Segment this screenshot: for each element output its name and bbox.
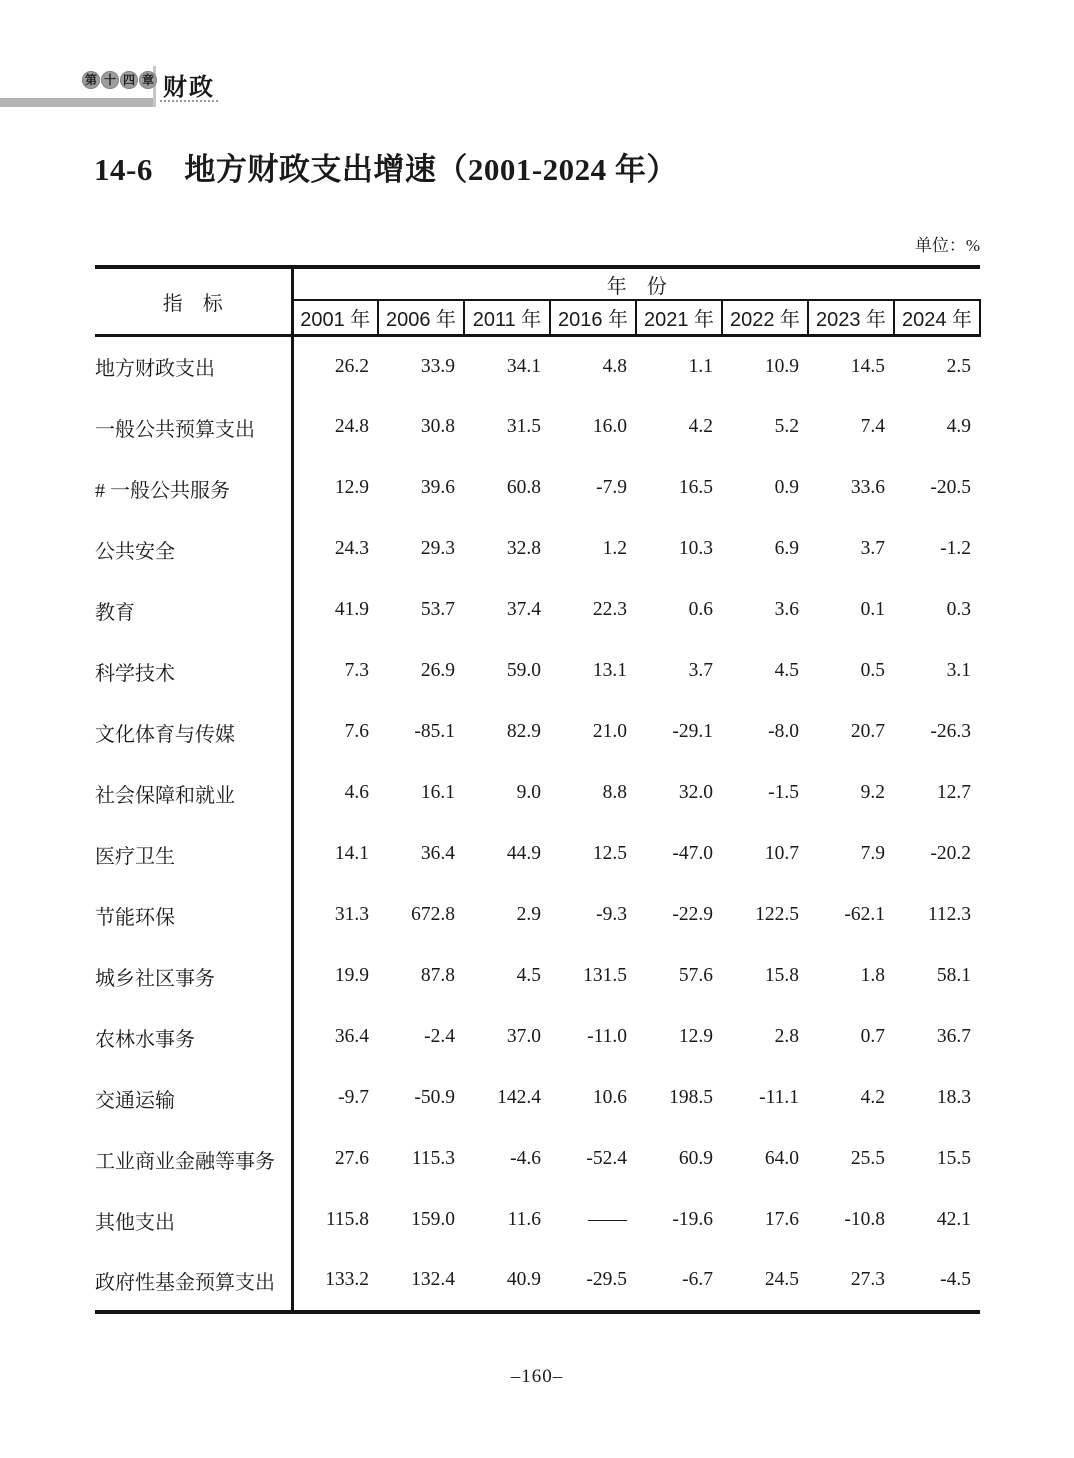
value-cell: 12.5 — [592, 843, 627, 864]
value-cell: 4.8 — [602, 355, 627, 377]
value-cell: 115.8 — [325, 1209, 369, 1230]
value-cell: -11.1 — [759, 1087, 799, 1108]
value-cell: 31.5 — [506, 416, 541, 437]
value-cell: 32.8 — [506, 538, 541, 559]
value-cell: -9.3 — [596, 904, 627, 925]
value-cell: 19.9 — [334, 965, 369, 986]
year-column-header: 2024 年 — [894, 300, 980, 336]
value-cell: -26.3 — [930, 721, 971, 742]
value-cell: -4.5 — [940, 1269, 971, 1290]
value-cell: 53.7 — [420, 599, 455, 620]
value-cell: 32.0 — [678, 782, 713, 803]
value-cell: 33.9 — [420, 355, 455, 377]
value-cell: 2.8 — [774, 1026, 799, 1047]
value-cell: -11.0 — [587, 1026, 627, 1047]
value-cell: 10.9 — [764, 355, 799, 377]
value-cell: 122.5 — [755, 904, 799, 925]
value-cell: 87.8 — [420, 965, 455, 986]
value-cell: -8.0 — [768, 721, 799, 742]
value-cell: -85.1 — [414, 721, 455, 742]
value-cell: 0.5 — [860, 660, 885, 681]
row-label: 医疗卫生 — [95, 824, 292, 885]
value-cell: 22.3 — [592, 599, 627, 620]
statistics-table — [95, 265, 981, 1314]
value-cell: 9.2 — [860, 782, 885, 803]
value-cell: 20.7 — [850, 721, 885, 742]
value-cell: 2.5 — [946, 355, 971, 377]
value-cell: 1.1 — [688, 355, 713, 377]
value-cell: -9.7 — [338, 1087, 369, 1108]
table-row — [95, 1129, 980, 1190]
row-label: 地方财政支出 — [95, 336, 292, 397]
value-cell: 41.9 — [334, 599, 369, 620]
chapter-header-bar — [0, 98, 153, 107]
value-cell: 11.6 — [507, 1209, 541, 1230]
value-cell: 0.7 — [860, 1026, 885, 1047]
value-cell: -6.7 — [682, 1269, 713, 1290]
value-cell: 4.2 — [688, 416, 713, 437]
header-row-group — [95, 267, 980, 300]
value-cell: -4.6 — [510, 1148, 541, 1169]
value-cell: 2.9 — [516, 904, 541, 925]
value-cell: 27.6 — [334, 1148, 369, 1169]
value-cell: 132.4 — [411, 1269, 455, 1290]
value-cell: 82.9 — [506, 721, 541, 742]
year-column-header: 2001 年 — [292, 300, 378, 336]
value-cell: 0.9 — [774, 477, 799, 498]
year-column-header: 2022 年 — [722, 300, 808, 336]
value-cell: —— — [588, 1209, 627, 1230]
row-label: 工业商业金融等事务 — [95, 1129, 292, 1190]
table-row — [95, 1068, 980, 1129]
value-cell: 18.3 — [936, 1087, 971, 1108]
value-cell: 16.0 — [592, 416, 627, 437]
year-column-header: 2016 年 — [550, 300, 636, 336]
value-cell: 34.1 — [506, 355, 541, 377]
row-label: 其他支出 — [95, 1190, 292, 1251]
value-cell: 12.9 — [334, 477, 369, 498]
value-cell: 8.8 — [602, 782, 627, 803]
table-row — [95, 763, 980, 824]
row-label: 社会保障和就业 — [95, 763, 292, 824]
value-cell: 15.8 — [764, 965, 799, 986]
value-cell: 4.5 — [516, 965, 541, 986]
value-cell: 0.6 — [688, 599, 713, 620]
value-cell: 39.6 — [420, 477, 455, 498]
table-row — [95, 702, 980, 763]
row-label: 政府性基金预算支出 — [95, 1251, 292, 1312]
value-cell: 0.3 — [946, 599, 971, 620]
value-cell: 159.0 — [411, 1209, 455, 1230]
row-label: 交通运输 — [95, 1068, 292, 1129]
table-row — [95, 641, 980, 702]
value-cell: 24.5 — [764, 1269, 799, 1290]
table-header — [95, 267, 980, 336]
value-cell: -62.1 — [844, 904, 885, 925]
unit-label: 单位：% — [914, 236, 980, 255]
value-cell: 26.9 — [420, 660, 455, 681]
value-cell: -29.5 — [586, 1269, 627, 1290]
value-cell: 60.9 — [678, 1148, 713, 1169]
value-cell: 58.1 — [936, 965, 971, 986]
chapter-title-underline — [160, 100, 218, 102]
row-label: 公共安全 — [95, 519, 292, 580]
value-cell: -1.2 — [940, 538, 971, 559]
value-cell: 3.1 — [946, 660, 971, 681]
value-cell: 17.6 — [764, 1209, 799, 1230]
value-cell: 3.6 — [774, 599, 799, 620]
value-cell: 27.3 — [850, 1269, 885, 1290]
value-cell: 13.1 — [592, 660, 627, 681]
value-cell: 4.9 — [946, 416, 971, 437]
value-cell: 7.4 — [860, 416, 885, 437]
value-cell: 7.6 — [344, 721, 369, 742]
year-group-header: 年 份 — [292, 267, 980, 300]
table-row — [95, 397, 980, 458]
value-cell: 15.5 — [936, 1148, 971, 1169]
value-cell: 24.8 — [334, 416, 369, 437]
table-row — [95, 885, 980, 946]
value-cell: 42.1 — [936, 1209, 971, 1230]
value-cell: 3.7 — [688, 660, 713, 681]
value-cell: 10.3 — [678, 538, 713, 559]
row-label: 教育 — [95, 580, 292, 641]
value-cell: 5.2 — [774, 416, 799, 437]
chapter-badge — [82, 71, 157, 89]
row-label: 一般公共预算支出 — [95, 397, 292, 458]
value-cell: 3.7 — [860, 538, 885, 559]
value-cell: 40.9 — [506, 1269, 541, 1290]
value-cell: 16.1 — [420, 782, 455, 803]
value-cell: 10.6 — [592, 1087, 627, 1108]
value-cell: 36.4 — [334, 1026, 369, 1047]
value-cell: 36.7 — [936, 1026, 971, 1047]
value-cell: -52.4 — [586, 1148, 627, 1169]
value-cell: 112.3 — [927, 904, 971, 925]
indicator-column-header: 指 标 — [95, 267, 292, 336]
value-cell: 115.3 — [411, 1148, 455, 1169]
value-cell: 10.7 — [764, 843, 799, 864]
table-row — [95, 946, 980, 1007]
chapter-badge-char: 四 — [120, 71, 138, 89]
table-row — [95, 824, 980, 885]
table-row — [95, 1190, 980, 1251]
value-cell: 4.2 — [860, 1087, 885, 1108]
value-cell: 6.9 — [774, 538, 799, 559]
year-column-header: 2021 年 — [636, 300, 722, 336]
value-cell: 142.4 — [497, 1087, 541, 1108]
value-cell: 12.9 — [678, 1026, 713, 1047]
table-row — [95, 458, 980, 519]
table-row — [95, 1007, 980, 1068]
row-label: 节能环保 — [95, 885, 292, 946]
value-cell: 198.5 — [669, 1087, 713, 1108]
value-cell: 16.5 — [678, 477, 713, 498]
value-cell: 37.0 — [506, 1026, 541, 1047]
year-column-header: 2006 年 — [378, 300, 464, 336]
year-column-header: 2011 年 — [464, 300, 550, 336]
value-cell: 64.0 — [764, 1148, 799, 1169]
value-cell: -29.1 — [672, 721, 713, 742]
value-cell: 9.0 — [516, 782, 541, 803]
value-cell: 672.8 — [411, 904, 455, 925]
value-cell: -2.4 — [424, 1026, 455, 1047]
value-cell: -20.5 — [930, 477, 971, 498]
value-cell: 1.8 — [860, 965, 885, 986]
year-column-header: 2023 年 — [808, 300, 894, 336]
chapter-badge-char: 十 — [101, 71, 119, 89]
value-cell: 25.5 — [850, 1148, 885, 1169]
value-cell: 7.3 — [344, 660, 369, 681]
value-cell: 29.3 — [420, 538, 455, 559]
value-cell: 21.0 — [592, 721, 627, 742]
value-cell: 12.7 — [936, 782, 971, 803]
value-cell: -47.0 — [672, 843, 713, 864]
value-cell: 44.9 — [506, 843, 541, 864]
value-cell: -22.9 — [672, 904, 713, 925]
row-label: # 一般公共服务 — [95, 458, 292, 519]
value-cell: 59.0 — [506, 660, 541, 681]
chapter-title: 财政 — [163, 74, 215, 101]
value-cell: 14.5 — [850, 355, 885, 377]
value-cell: 30.8 — [420, 416, 455, 437]
value-cell: 36.4 — [420, 843, 455, 864]
value-cell: 57.6 — [678, 965, 713, 986]
value-cell: -50.9 — [414, 1087, 455, 1108]
value-cell: 0.1 — [860, 599, 885, 620]
value-cell: 133.2 — [325, 1269, 369, 1290]
value-cell: 4.6 — [344, 782, 369, 803]
value-cell: 1.2 — [602, 538, 627, 559]
table-row — [95, 336, 980, 397]
value-cell: 4.5 — [774, 660, 799, 681]
table-row — [95, 1251, 980, 1312]
value-cell: -19.6 — [672, 1209, 713, 1230]
chapter-badge-char: 第 — [82, 71, 100, 89]
value-cell: -7.9 — [596, 477, 627, 498]
value-cell: -20.2 — [930, 843, 971, 864]
value-cell: 26.2 — [334, 355, 369, 377]
value-cell: 37.4 — [506, 599, 541, 620]
value-cell: -1.5 — [768, 782, 799, 803]
table-row — [95, 580, 980, 641]
table-body — [95, 336, 980, 1312]
page-number: –160– — [510, 1366, 564, 1387]
value-cell: 131.5 — [583, 965, 627, 986]
row-label: 文化体育与传媒 — [95, 702, 292, 763]
value-cell: 24.3 — [334, 538, 369, 559]
value-cell: 7.9 — [860, 843, 885, 864]
value-cell: 60.8 — [506, 477, 541, 498]
chapter-badge-char: 章 — [139, 71, 157, 89]
value-cell: 33.6 — [850, 477, 885, 498]
row-label: 农林水事务 — [95, 1007, 292, 1068]
row-label: 科学技术 — [95, 641, 292, 702]
value-cell: 31.3 — [334, 904, 369, 925]
value-cell: 14.1 — [334, 843, 369, 864]
row-label: 城乡社区事务 — [95, 946, 292, 1007]
page-title: 14-6 地方财政支出增速（2001-2024 年） — [94, 152, 678, 187]
value-cell: -10.8 — [844, 1209, 885, 1230]
table-row — [95, 519, 980, 580]
